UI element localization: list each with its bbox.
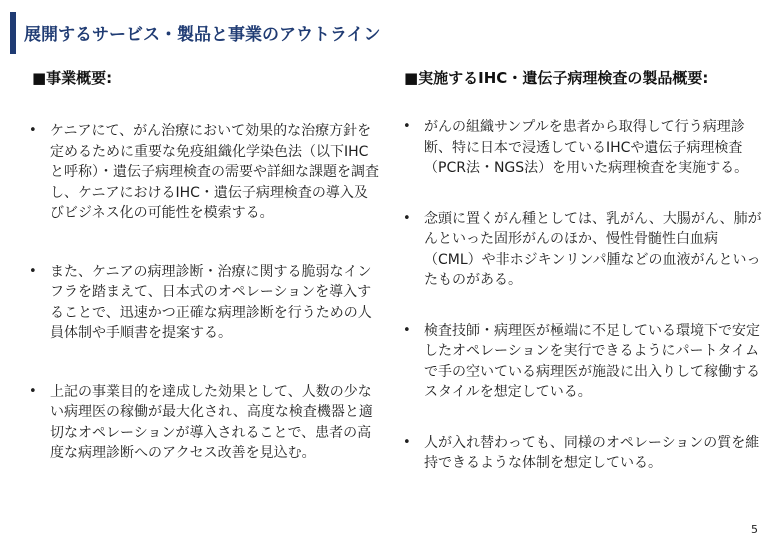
list-item bbox=[402, 321, 764, 403]
list-item-text: 検査技師・病理医が極端に不足している環境下で安定したオペレーションを実行できるようにパートタイムで手の空いている病理医が施設に出入りして稼働するスタイルを想定している。 bbox=[424, 322, 760, 400]
page-number: 5 bbox=[751, 523, 758, 536]
product-overview-heading: ■実施するIHC・遺伝子病理検査の製品概要: bbox=[404, 69, 709, 87]
list-item-text: 人が入れ替わっても、同様のオペレーションの質を維持できるような体制を想定している。 bbox=[424, 434, 760, 471]
product-overview-column bbox=[402, 68, 764, 504]
list-item bbox=[402, 117, 764, 179]
list-item bbox=[402, 209, 764, 291]
list-item-text: また、ケニアの病理診断・治療に関する脆弱なインフラを踏まえて、日本式のオペレーションを導入することで、迅速かつ正確な病理診断を行うための人員体制や手順書を提案する。 bbox=[50, 263, 372, 341]
bullet-icon: • bbox=[403, 210, 411, 226]
business-overview-list bbox=[28, 121, 380, 464]
business-overview-heading: ■事業概要: bbox=[32, 69, 113, 87]
page-title: 展開するサービス・製品と事業のアウトライン bbox=[24, 25, 381, 45]
list-item-text: がんの組織サンプルを患者から取得して行う病理診断、特に日本で浸透しているIHCや遺伝子病理検査（PCR法・NGS法）を用いた病理検査を実施する。 bbox=[424, 119, 749, 176]
list-item bbox=[28, 262, 380, 344]
list-item-text: 上記の事業目的を達成した効果として、人数の少ない病理医の稼働が最大化され、高度な検査機器と適切なオペレーションが導入されることで、患者の高度な病理診断へのアクセス改善を見込む。 bbox=[50, 383, 373, 461]
list-item bbox=[28, 121, 380, 224]
bullet-icon: • bbox=[29, 383, 37, 399]
list-item bbox=[28, 382, 380, 464]
bullet-icon: • bbox=[403, 434, 411, 450]
bullet-icon: • bbox=[403, 322, 411, 338]
business-overview-column bbox=[28, 68, 380, 502]
bullet-icon: • bbox=[29, 263, 37, 279]
bullet-icon: • bbox=[29, 123, 37, 138]
product-overview-list bbox=[402, 117, 764, 474]
list-item bbox=[402, 433, 764, 474]
bullet-icon: • bbox=[403, 119, 411, 134]
title-accent-bar bbox=[10, 12, 16, 54]
list-item-text: ケニアにて、がん治療において効果的な治療方針を定めるために重要な免疫組織化学染色法（以下IHCと呼称）・遺伝子病理検査の需要や詳細な課題を調査し、ケニアにおけるIHC・遺伝子病理検査の導入及びビジネス化の可能性を模索する。 bbox=[50, 123, 379, 221]
list-item-text: 念頭に置くがん種としては、乳がん、大腸がん、肺がんといった固形がんのほか、慢性骨髄性白血病（CML）や非ホジキンリンパ腫などの血液がんといったものがある。 bbox=[424, 210, 762, 288]
